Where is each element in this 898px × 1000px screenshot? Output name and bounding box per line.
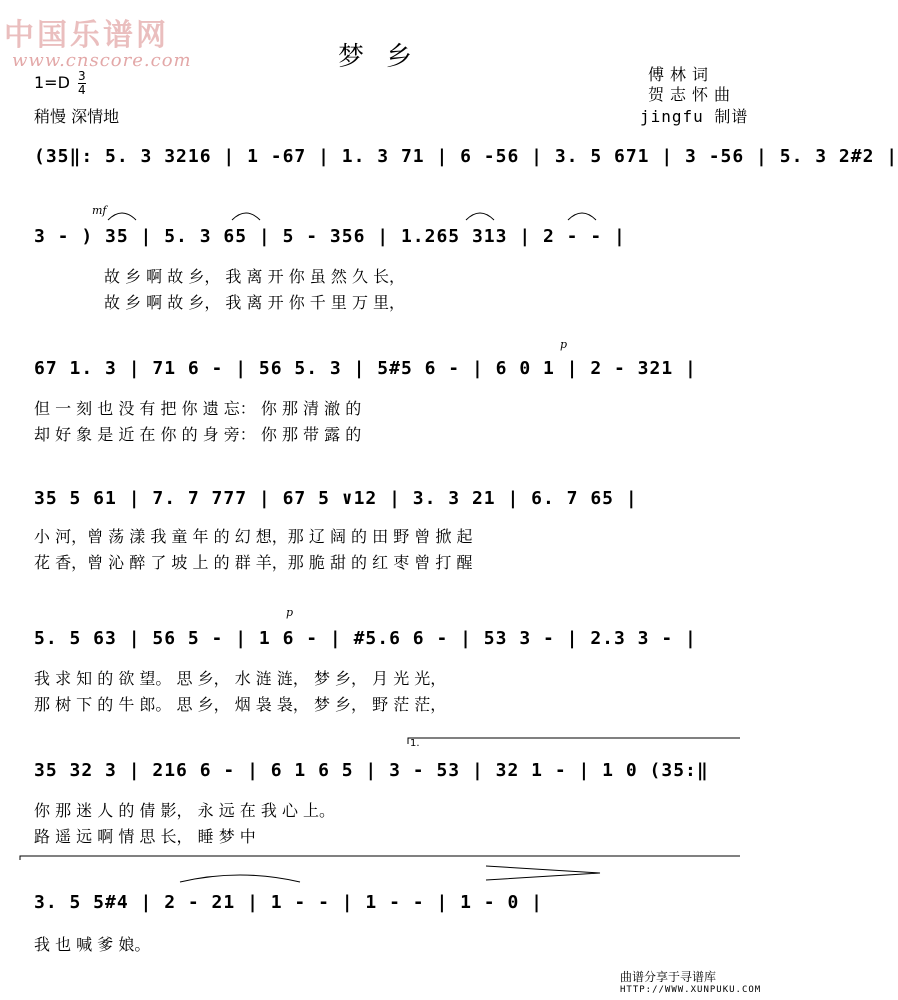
watermark-site-name: 中国乐谱网 [4,18,169,53]
lyricist-credit: 傅林词 [648,65,715,84]
lyric-system-5-verse-2: 那 树 下 的 牛 郎。 思 乡， 烟 袅 袅， 梦 乡， 野 茫 茫， [34,695,447,714]
score-system-3-notes: 67 1. 3 | 71 6 - | 56 5. 3 | 5#5 6 - | 6 0 1 | 2 - 321 | [34,358,697,379]
score-system-2-notes: 3 - ) 35 | 5. 3 65 | 5 - 356 | 1.265 313 | 2 - - | [34,226,626,247]
lyric-system-5-verse-1: 我 求 知 的 欲 望。 思 乡， 水 涟 涟， 梦 乡， 月 光 光， [34,669,447,688]
lyric-system-7-verse-1: 我 也 喊 爹 娘。 [34,935,151,954]
volta-ending-1: 1. [410,738,420,749]
time-denominator: 4 [78,83,86,97]
dynamic-mark-p-2: p [286,606,294,619]
slur [466,213,494,220]
song-title: 梦乡 [338,42,435,72]
dynamic-mark-p: p [560,338,568,351]
slur [232,213,260,220]
time-numerator: 3 [78,69,86,83]
volta-bracket-2 [20,856,740,860]
footer-caption: 曲谱分享于寻谱库 [620,970,717,984]
lyric-system-3-verse-1: 但 一 刻 也 没 有 把 你 遗 忘： 你 那 清 澈 的 [34,399,362,418]
score-system-7-notes: 3. 5 5#4 | 2 - 21 | 1 - - | 1 - - | 1 - 0 | [34,892,543,913]
dynamic-mark-mf: mf [92,204,107,217]
tempo-marking: 稍慢 深情地 [34,107,120,126]
tie [180,875,300,882]
score-system-5-notes: 5. 5 63 | 56 5 - | 1 6 - | #5.6 6 - | 53 3 - | 2.3 3 - | [34,628,697,649]
score-system-6-notes: 35 32 3 | 216 6 - | 6 1 6 5 | 3 - 53 | 32 1 - | 1 0 (35:‖ [34,760,709,781]
lyric-system-6-verse-1: 你 那 迷 人 的 倩 影， 永 远 在 我 心 上。 [34,801,336,820]
score-system-4-notes: 35 5 61 | 7. 7 777 | 67 5 ∨12 | 3. 3 21 | 6. 7 65 | [34,488,638,509]
lyric-system-6-verse-2: 路 遥 远 啊 情 思 长， 睡 梦 中 [34,827,256,846]
score-system-1-notes: (35‖: 5. 3 3216 | 1 -67 | 1. 3 71 | 6 -56 | 3. 5 671 | 3 -56 | 5. 3 2#2 | [34,146,898,167]
footer-url: HTTP://WWW.XUNPUKU.COM [620,985,762,995]
volta-bracket-1 [408,738,740,744]
lyric-system-4-verse-1: 小 河，曾 荡 漾 我 童 年 的 幻 想，那 辽 阔 的 田 野 曾 掀 起 [34,527,473,546]
watermark-url: www.cnscore.com [12,50,192,71]
lyric-system-4-verse-2: 花 香，曾 沁 醉 了 坡 上 的 群 羊，那 脆 甜 的 红 枣 曾 打 醒 [34,553,473,572]
slur [568,213,596,220]
transcriber-credit: jingfu 制谱 [640,107,749,126]
decrescendo-hairpin [486,866,600,880]
lyric-system-3-verse-2: 却 好 象 是 近 在 你 的 身 旁： 你 那 带 露 的 [34,425,362,444]
slur [108,213,136,220]
composer-credit: 贺志怀曲 [648,85,737,104]
lyric-system-2-verse-2: 故 乡 啊 故 乡， 我 离 开 你 千 里 万 里， [104,293,406,312]
lyric-system-2-verse-1: 故 乡 啊 故 乡， 我 离 开 你 虽 然 久 长， [104,267,406,286]
key-label: 1=D [34,73,70,92]
